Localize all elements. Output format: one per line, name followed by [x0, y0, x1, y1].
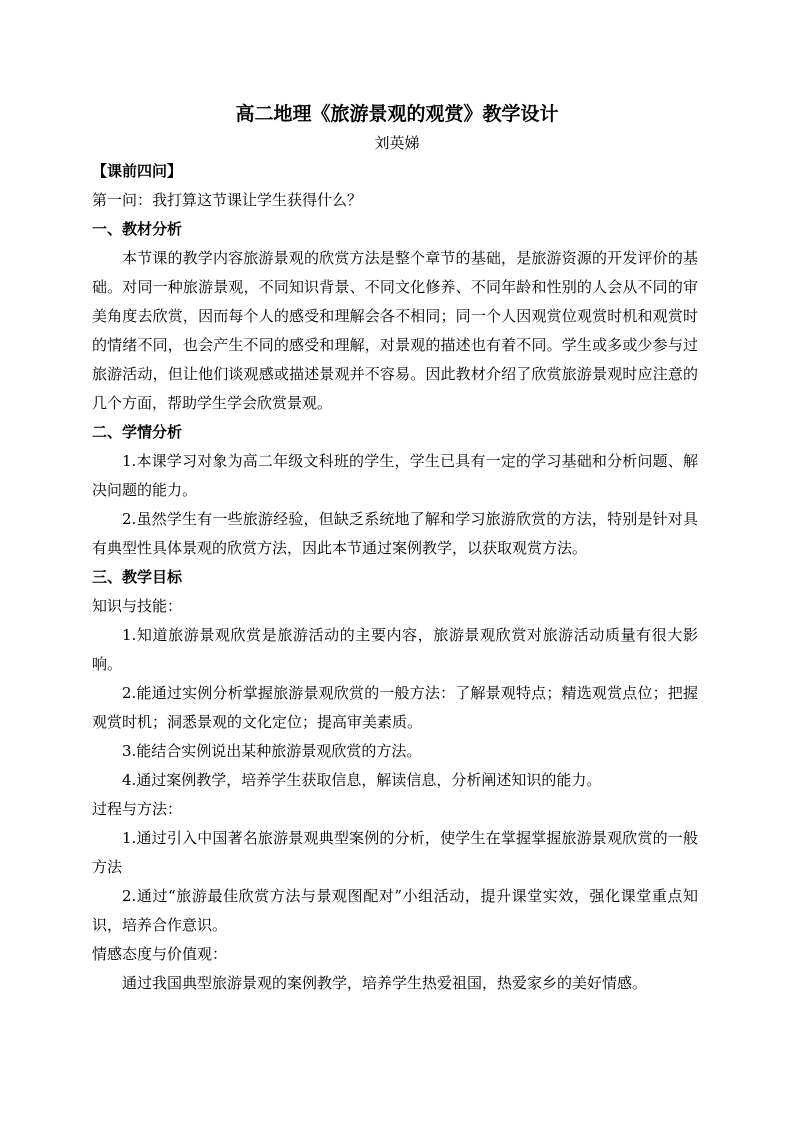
knowledge-item-1: 1.知道旅游景观欣赏是旅游活动的主要内容，旅游景观欣赏对旅游活动质量有很大影响。: [92, 626, 698, 673]
process-item-2: 2.通过“旅游最佳欣赏方法与景观图配对”小组活动，提升课堂实效，强化课堂重点知识，培养合作意识。: [92, 887, 698, 934]
document-body: [92, 157, 698, 998]
process-item-1: 1.通过引入中国著名旅游景观典型案例的分析，使学生在掌握掌握旅游景观欣赏的一般方法: [92, 829, 698, 876]
emotion-values-label: 情感态度与价值观：: [92, 945, 228, 963]
knowledge-item-4: 4.通过案例教学，培养学生获取信息，解读信息，分析阐述知识的能力。: [122, 771, 602, 789]
learner-analysis-item-2: 2.虽然学生有一些旅游经验，但缺乏系统地了解和学习旅游欣赏的方法，特别是针对具有典型性具体景观的欣赏方法，因此本节通过案例教学，以获取观赏方法。: [92, 510, 698, 557]
process-methods-label: 过程与方法：: [92, 800, 183, 818]
emotion-item-1: 通过我国典型旅游景观的案例教学，培养学生热爱祖国，热爱家乡的美好情感。: [122, 974, 648, 992]
knowledge-item-2: 2.能通过实例分析掌握旅游景观欣赏的一般方法：了解景观特点；精选观赏点位；把握观赏时机；洞悉景观的文化定位；提高审美素质。: [92, 684, 698, 731]
section-pre-heading: 【课前四问】: [92, 162, 183, 180]
section-heading-textbook: 一、教材分析: [92, 220, 183, 238]
question-one: 第一问：我打算这节课让学生获得什么？: [92, 191, 363, 209]
author-name: 刘英娣: [374, 134, 420, 152]
learner-analysis-item-1: 1.本课学习对象为高二年级文科班的学生，学生已具有一定的学习基础和分析问题、解决问题的能力。: [92, 452, 698, 499]
section-heading-learners: 二、学情分析: [92, 423, 183, 441]
textbook-analysis-paragraph: 本节课的教学内容旅游景观的欣赏方法是整个章节的基础，是旅游资源的开发评价的基础。对同一种旅游景观，不同知识背景、不同文化修养、不同年龄和性别的人会从不同的审美角度去欣赏，因而每个人的感受和理解会各不相同；同一个人因观赏位观赏时机和观赏时的情绪不同，也会产生不同的感受和理解，对景观的描述也有着不同。学生或多或少参与过旅游活动，但让他们谈观感或描述景观并不容易。因此教材介绍了欣赏旅游景观时应注意的几个方面，帮助学生学会欣赏景观。: [92, 249, 698, 412]
section-heading-objectives: 三、教学目标: [92, 568, 183, 586]
knowledge-skills-label: 知识与技能：: [92, 597, 183, 615]
page-title: 高二地理《旅游景观的观赏》教学设计: [235, 103, 559, 125]
knowledge-item-3: 3.能结合实例说出某种旅游景观欣赏的方法。: [122, 742, 422, 760]
